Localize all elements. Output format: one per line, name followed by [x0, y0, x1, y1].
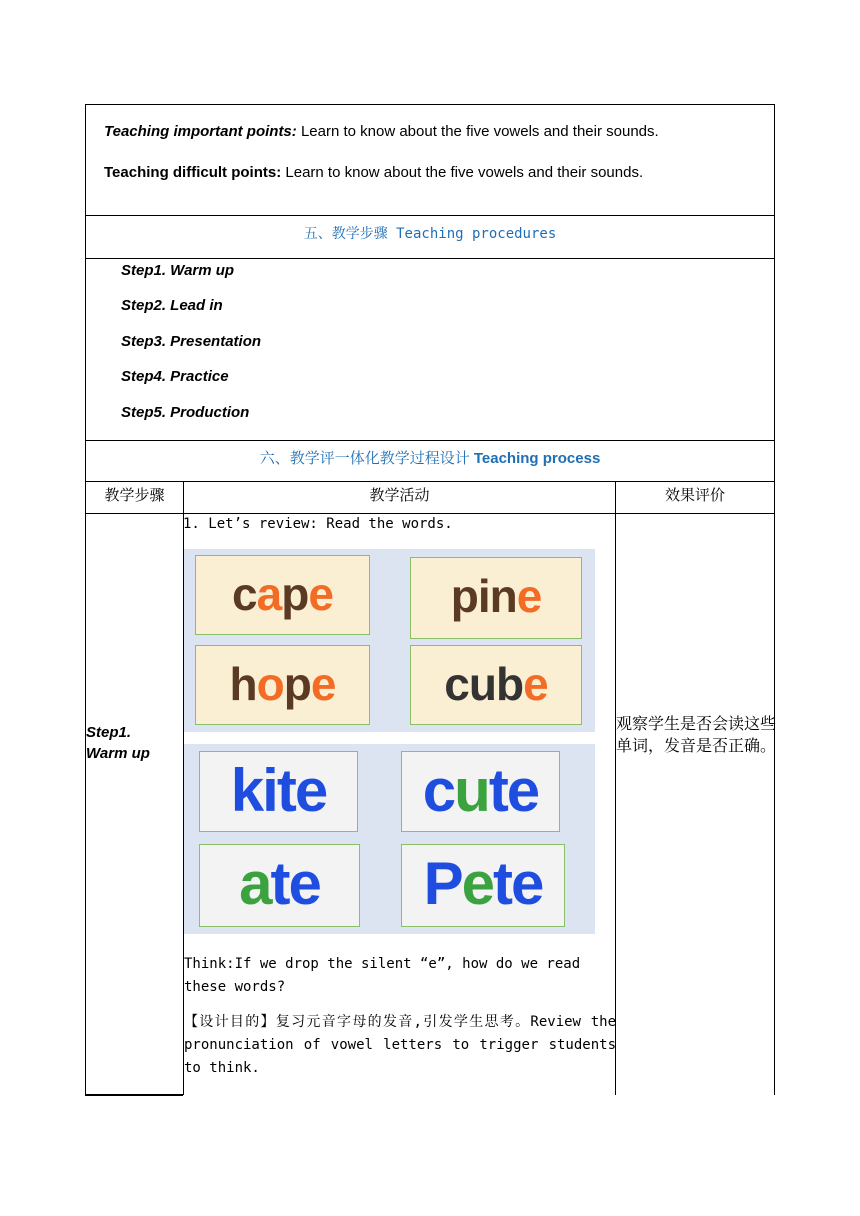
- word-card: cute: [401, 751, 560, 832]
- activity-cell: [183, 514, 615, 532]
- table-border: [615, 513, 616, 1095]
- process-heading: 六、教学评一体化教学过程设计 Teaching process: [85, 440, 775, 483]
- step-item: Step1. Warm up: [121, 262, 235, 279]
- design-purpose: 【设计目的】复习元音字母的发音,引发学生思考。Review the pronunciation of vowel letters to trigger students to think.: [184, 1014, 616, 1076]
- table-border: [85, 1094, 183, 1096]
- word-card: ate: [199, 844, 360, 927]
- word-card: pine: [410, 557, 582, 639]
- think-question: Think:If we drop the silent “e”, how do we read these words?: [184, 956, 581, 995]
- word-cards-image-1: [184, 549, 595, 732]
- document: [85, 104, 777, 1076]
- header-activity: 教学活动: [183, 481, 615, 513]
- table-border: [774, 513, 775, 1095]
- steps-list: [85, 258, 775, 440]
- word-card: cape: [195, 555, 370, 635]
- word-card: kite: [199, 751, 358, 832]
- header-evaluation: 效果评价: [615, 481, 775, 513]
- step-item: Step3. Presentation: [121, 333, 262, 350]
- difficult-points: Teaching difficult points: Learn to know about the five vowels and their sounds.: [104, 164, 644, 181]
- word-card: cube: [410, 645, 582, 725]
- word-cards-image-2: [184, 744, 595, 934]
- activity-title: 1. Let’s review: Read the words.: [183, 516, 453, 532]
- step-item: Step5. Production: [121, 404, 250, 421]
- table-border: [85, 513, 86, 1095]
- procedures-heading: 五、教学步骤 Teaching procedures: [85, 215, 775, 258]
- important-points: Teaching important points: Learn to know about the five vowels and their sounds.: [104, 123, 659, 140]
- word-card: hope: [195, 645, 370, 725]
- evaluation-text: 观察学生是否会读这些单词，发音是否正确。: [616, 716, 777, 755]
- teaching-points-section: [85, 104, 775, 215]
- process-table: [85, 481, 775, 1095]
- step-label: Step1. Warm up: [86, 724, 150, 762]
- word-card: Pete: [401, 844, 565, 927]
- step-item: Step2. Lead in: [121, 297, 223, 314]
- header-step: 教学步骤: [85, 481, 183, 513]
- step-item: Step4. Practice: [121, 368, 229, 385]
